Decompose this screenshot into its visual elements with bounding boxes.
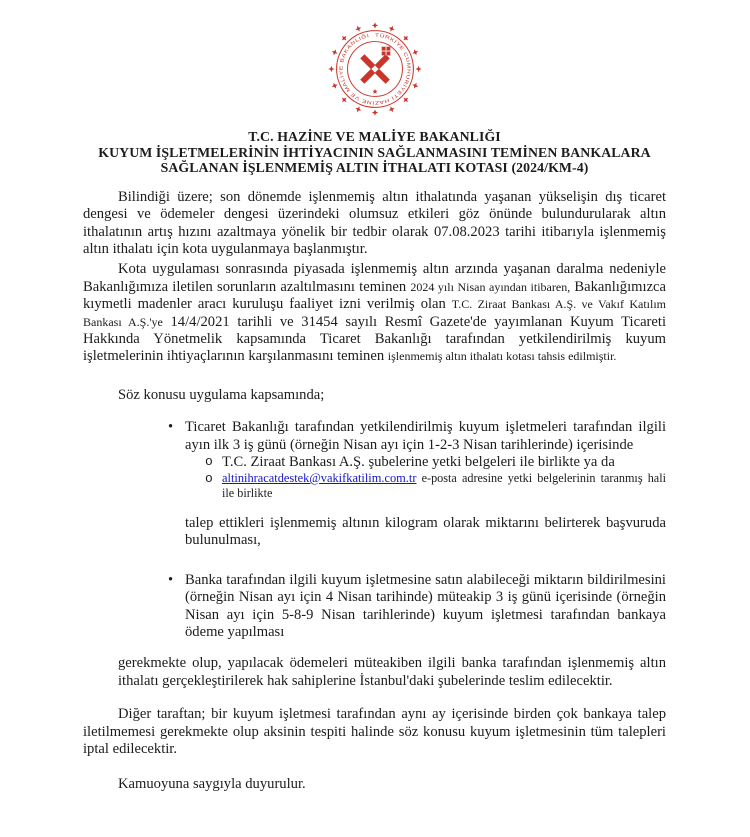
seal-star-icon — [372, 89, 377, 94]
sub-bullet-text: T.C. Ziraat Bankası A.Ş. şubelerine yetki belgeleri ile birlikte ya da — [222, 454, 615, 471]
sub-bullet-branch — [83, 454, 666, 471]
bullet-continuation-text: talep ettikleri işlenmemiş altının kilogram olarak miktarını belirterek başvuruda bulunulması, — [185, 515, 666, 549]
bullet-item-application — [83, 419, 666, 454]
p2-segment-3: Bakanlığımızca kıymetli madenler aracı kuruluşu faaliyet izni verilmiş olan — [83, 278, 666, 313]
bullet-item-text: Banka tarafından ilgili kuyum işletmesine satın alabileceği miktarın bildirilmesini (örneğin Nisan ayı için 4 Nisan tarihinde) müteakip 3 iş günü içerisinde (örneğin Nisan ayı için 5-8-9 Nisan tarihlerinde) kuyum işletmesi tarafından bankaya ödeme yapılması — [185, 571, 666, 641]
paragraph-closing: Kamuoyuna saygıyla duyurulur. — [118, 775, 306, 792]
title-line-1: T.C. HAZİNE VE MALİYE BAKANLIĞI — [248, 129, 501, 144]
title-line-2: KUYUM İŞLETMELERİNİN İHTİYACININ SAĞLANMASINI TEMİNEN BANKALARA — [98, 144, 651, 160]
email-description: e-posta adresine yetki belgelerinin taranmış hali ile birlikte — [222, 470, 666, 501]
bullet-item-payment — [83, 572, 666, 642]
bullet-icon: • — [168, 419, 174, 436]
paragraph-warning: Diğer taraftan; bir kuyum işletmesi tarafından aynı ay içerisinde birden çok bankaya talep iletilmemesi gerekmekte olup aksinin tespiti halinde söz konusu kuyum işletmesinin tüm talepleri iptal edilecektir. — [83, 706, 666, 758]
paragraph-delivery: gerekmekte olup, yapılacak ödemeleri müteakiben ilgili banka tarafından işlenmemiş altın ithalatı gerçekleştirilerek hak sahiplerine İstanbul'daki şubelerinde teslim edilecektir. — [118, 655, 666, 689]
title-line-3: SAĞLANAN İŞLENMEMİŞ ALTIN İTHALATI KOTASI (2024/KM-4) — [160, 160, 589, 176]
seal-stamp-detail — [381, 47, 390, 56]
bullet-item-text: Ticaret Bakanlığı tarafından yetkilendirilmiş kuyum işletmeleri tarafından ilgili ayın ilk 3 iş günü (örneğin Nisan ayı için 1-2-3 Nisan tarihlerinde) içerisinde — [185, 419, 666, 453]
p2-segment-1: Kota uygulaması sonrasında piyasada işlenmemiş altın arzında yaşanan daralma nedeniyle Bakanlığımıza iletilen sorunların azaltılmasını teminen — [83, 261, 666, 295]
email-link[interactable]: altinihracatdestek@vakifkatilim.com.tr — [222, 470, 417, 485]
document-title — [83, 129, 666, 176]
paragraph-scope-lead: Söz konusu uygulama kapsamında; — [118, 386, 325, 403]
sub-bullet-email — [83, 471, 666, 502]
p2-segment-5: 14/4/2021 tarihli ve 31454 sayılı Resmî Gazete'de yayımlanan Kuyum Ticareti Hakkında Yönetmelik kapsamında Ticaret Bakanlığı tarafından yetkilendirilmiş kuyum işletmelerinin ihtiyaçlarının karşılanmasını teminen — [83, 313, 667, 365]
seal-ring-text: TÜRKİYE CUMHURİYETİ HAZİNE VE MALİYE BAKANLIĞI — [338, 33, 411, 105]
p2-segment-6-small: işlenmemiş altın ithalatı kotası tahsis edilmiştir. — [387, 349, 617, 364]
p2-segment-2-small: 2024 yılı Nisan ayından itibaren, — [410, 279, 571, 294]
p2-segment-4-small: T.C. Ziraat Bankası A.Ş. ve Vakıf Katılım Bankası A.Ş.'ye — [83, 297, 666, 329]
bullet-icon: • — [168, 571, 174, 588]
paragraph-intro: Bilindiği üzere; son dönemde işlenmemiş altın ithalatında yaşanan yükselişin dış ticaret dengesi ve ödemeler dengesi üzerindeki olumsuz etkileri göz önünde bulundurularak altın ithalatının artış hızını azaltmaya yönelik bir tedbir olarak 07.08.2023 tarihi itibarıyla işlenmemiş altın ithalatı için kota uygulanmaya başlanmıştır. — [83, 188, 666, 257]
circle-bullet-icon: o — [205, 470, 213, 486]
circle-bullet-icon: o — [205, 454, 213, 470]
ministry-seal-icon — [327, 21, 423, 117]
ministry-seal — [83, 0, 666, 117]
paragraph-quota — [83, 261, 666, 365]
sub-bullet-text — [222, 471, 666, 502]
